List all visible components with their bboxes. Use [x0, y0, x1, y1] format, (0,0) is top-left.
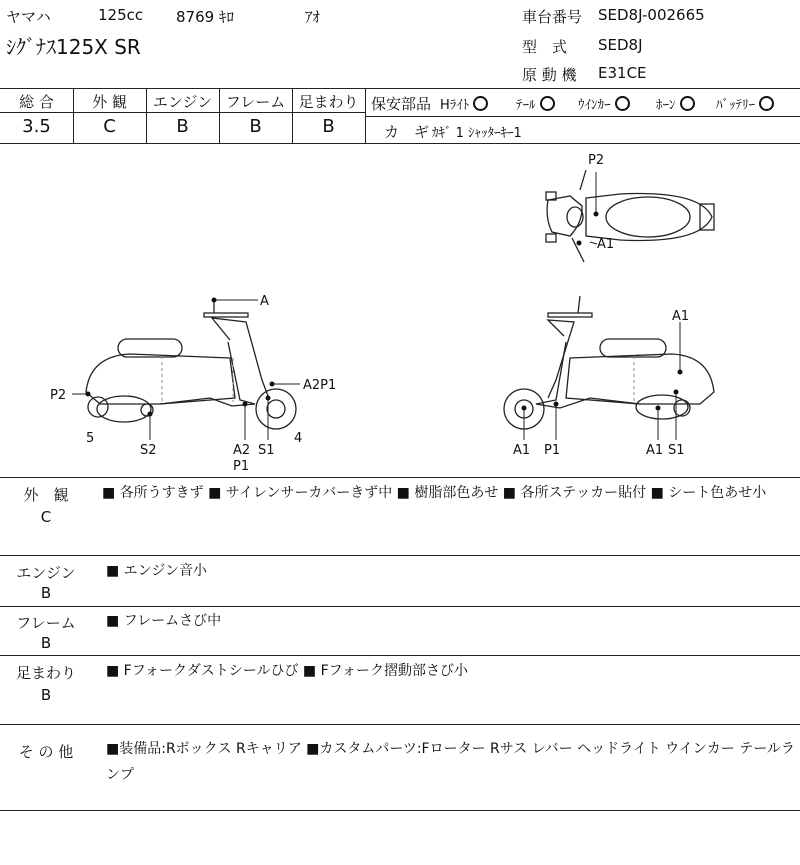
- label-a1-right-top: A1: [672, 309, 690, 324]
- divider: [0, 477, 800, 478]
- section-text: ■ フレームさび中: [106, 613, 222, 629]
- label-a-left: A: [260, 294, 269, 309]
- color: ｱｵ: [305, 8, 321, 26]
- section-text: ■ 各所うすきず ■ サイレンサーカバーきず中 ■ 樹脂部色あせ ■ 各所ステッカー貼付 ■ シート色あせ小: [102, 485, 767, 501]
- section-grade: C: [40, 508, 52, 526]
- divider: [0, 555, 800, 556]
- label-p2-left: P2: [50, 388, 67, 403]
- scooter-left-view: [86, 300, 296, 429]
- label-a2p1-left: A2P1: [303, 378, 337, 393]
- label-a1-top: A1: [597, 237, 615, 252]
- safety-item-horn: ﾎｰﾝ: [656, 94, 695, 113]
- label-s1-left: S1: [258, 443, 275, 458]
- label-s2-left: S2: [140, 443, 157, 458]
- ok-mark-icon: [540, 96, 555, 111]
- ok-mark-icon: [615, 96, 630, 111]
- engine-label: 原 動 機: [522, 66, 577, 84]
- grade-header-overall: 総 合: [19, 93, 54, 111]
- scooter-top-view: [546, 170, 714, 262]
- section-label: そ の 他: [18, 743, 74, 761]
- grade-value-exterior: C: [103, 116, 116, 137]
- key-label: カ ギ: [384, 123, 430, 141]
- type-value: SED8J: [598, 36, 643, 54]
- grade-header-frame: フレーム: [225, 93, 286, 111]
- ok-mark-icon: [680, 96, 695, 111]
- grade-header-exterior: 外 観: [92, 93, 127, 111]
- section-label: フレーム: [16, 614, 76, 632]
- divider: [0, 606, 800, 607]
- mileage: 8769 ｷﾛ: [176, 8, 234, 26]
- safety-label: 保安部品: [371, 95, 432, 113]
- safety-item-headlight: Hﾗｲﾄ: [440, 94, 488, 113]
- section-label: 外 観: [23, 486, 69, 504]
- type-label: 型 式: [522, 38, 568, 56]
- section-grade: B: [40, 686, 52, 704]
- section-label: エンジン: [16, 564, 76, 582]
- divider: [0, 655, 800, 656]
- section-grade: B: [40, 634, 52, 652]
- grade-value-suspension: B: [322, 116, 335, 137]
- label-p2-top: P2: [588, 153, 605, 168]
- frame-no: SED8J-002665: [598, 6, 705, 24]
- divider: [0, 112, 365, 113]
- divider: [365, 116, 800, 117]
- label-s1-right: S1: [668, 443, 685, 458]
- divider: [0, 88, 800, 89]
- displacement: 125cc: [98, 6, 144, 24]
- scooter-top-marks: [590, 172, 597, 244]
- maker: ヤマハ: [6, 8, 51, 26]
- section-text: ■ エンジン音小: [106, 563, 207, 579]
- frame-no-label: 車台番号: [522, 8, 583, 26]
- section-label: 足まわり: [15, 664, 76, 682]
- safety-item-winker: ｳｲﾝｶｰ: [578, 94, 630, 113]
- scooter-left-dashes: [162, 356, 233, 404]
- ok-mark-icon: [473, 96, 488, 111]
- label-a1-right-front: A1: [513, 443, 531, 458]
- divider: [365, 88, 366, 143]
- model-name: ｼｸﾞﾅｽ125X SR: [6, 35, 141, 59]
- divider: [0, 810, 800, 811]
- label-4-left: 4: [294, 431, 303, 446]
- safety-item-tail: ﾃｰﾙ: [516, 94, 555, 113]
- section-text: ■ Fフォークダストシールひび ■ Fフォーク摺動部さび小: [106, 663, 468, 679]
- scooter-right-marks: [524, 322, 680, 440]
- label-5-left: 5: [86, 431, 95, 446]
- grade-header-engine: エンジン: [152, 93, 213, 111]
- safety-item-battery: ﾊﾞｯﾃﾘｰ: [716, 94, 774, 113]
- key-value: ｶｷﾞ 1 ｼｬｯﾀｰｷｰ1: [432, 126, 522, 141]
- label-p1-left: P1: [233, 459, 250, 474]
- grade-value-frame: B: [249, 116, 262, 137]
- damage-diagram: [0, 143, 800, 477]
- ok-mark-icon: [759, 96, 774, 111]
- section-text: ■装備品:Rボックス Rキャリア ■カスタムパーツ:Fローター Rサス レバー ヘッドライト ウインカー テールランプ: [106, 741, 795, 783]
- grade-header-suspension: 足まわり: [298, 93, 359, 111]
- section-grade: B: [40, 584, 52, 602]
- grade-value-overall: 3.5: [22, 116, 51, 137]
- label-a1-right-rear: A1: [646, 443, 664, 458]
- label-a2-left: A2: [233, 443, 251, 458]
- grade-value-engine: B: [176, 116, 189, 137]
- engine-value: E31CE: [598, 64, 647, 82]
- label-p1-right: P1: [544, 443, 561, 458]
- divider: [0, 724, 800, 725]
